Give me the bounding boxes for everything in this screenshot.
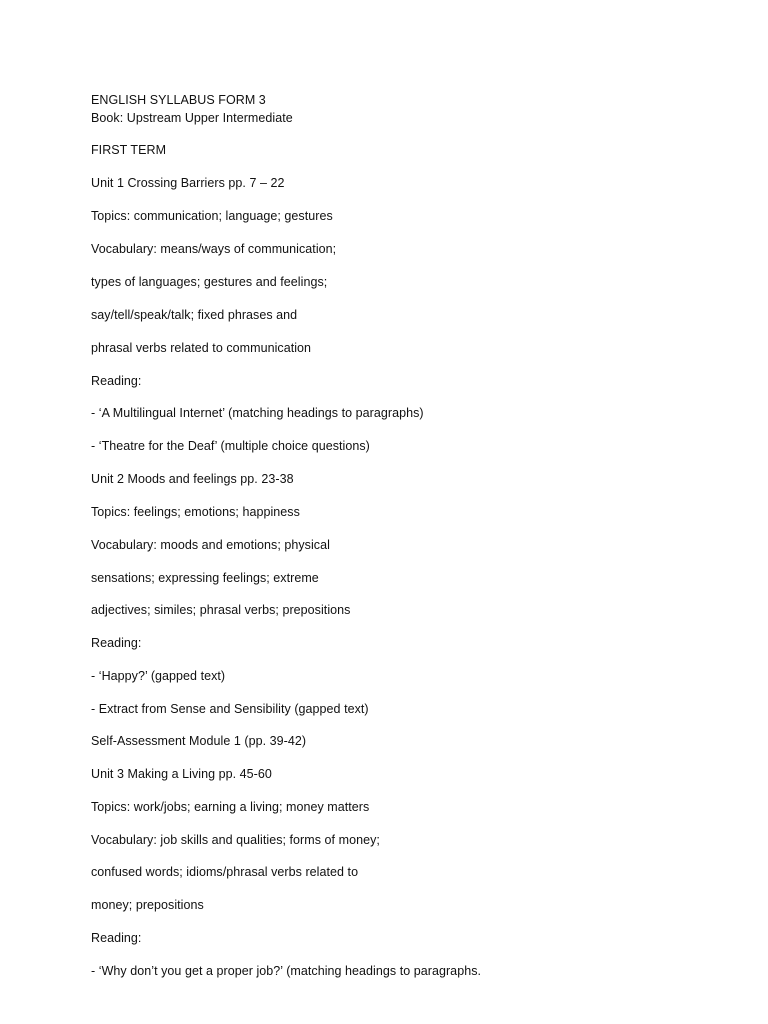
unit-3-reading-item: - ‘Why don’t you get a proper job?’ (matching headings to paragraphs. <box>91 964 482 978</box>
unit-3-reading-label: Reading: <box>91 931 142 945</box>
unit-1-topics: Topics: communication; language; gestures <box>91 209 333 223</box>
unit-1-vocabulary-line: say/tell/speak/talk; fixed phrases and <box>91 308 298 322</box>
unit-1-vocabulary-line: types of languages; gestures and feelings; <box>91 275 328 289</box>
unit-2-vocabulary-line: adjectives; similes; phrasal verbs; prepositions <box>91 603 351 617</box>
unit-3-heading: Unit 3 Making a Living pp. 45-60 <box>91 767 272 781</box>
unit-2-topics: Topics: feelings; emotions; happiness <box>91 505 300 519</box>
unit-2-reading-label: Reading: <box>91 636 142 650</box>
self-assessment-module: Self-Assessment Module 1 (pp. 39-42) <box>91 734 307 748</box>
unit-2-reading-item: - Extract from Sense and Sensibility (gapped text) <box>91 702 369 716</box>
unit-3-topics: Topics: work/jobs; earning a living; money matters <box>91 800 370 814</box>
unit-3-vocabulary-line: confused words; idioms/phrasal verbs related to <box>91 865 359 879</box>
unit-1-vocabulary-line: phrasal verbs related to communication <box>91 341 312 355</box>
unit-1-reading-label: Reading: <box>91 374 142 388</box>
unit-1-reading-item: - ‘A Multilingual Internet’ (matching headings to paragraphs) <box>91 406 424 420</box>
unit-1-reading-item: - ‘Theatre for the Deaf’ (multiple choice questions) <box>91 439 370 453</box>
unit-2-vocabulary: Vocabulary: moods and emotions; physical <box>91 538 330 552</box>
syllabus-title: ENGLISH SYLLABUS FORM 3 <box>91 93 266 107</box>
unit-1-vocabulary: Vocabulary: means/ways of communication; <box>91 242 337 256</box>
unit-3-vocabulary: Vocabulary: job skills and qualities; forms of money; <box>91 833 380 847</box>
unit-2-reading-item: - ‘Happy?’ (gapped text) <box>91 669 226 683</box>
unit-2-heading: Unit 2 Moods and feelings pp. 23-38 <box>91 472 294 486</box>
book-title: Book: Upstream Upper Intermediate <box>91 111 293 125</box>
unit-1-heading: Unit 1 Crossing Barriers pp. 7 – 22 <box>91 176 285 190</box>
unit-2-vocabulary-line: sensations; expressing feelings; extreme <box>91 571 319 585</box>
term-heading: FIRST TERM <box>91 143 167 157</box>
unit-3-vocabulary-line: money; prepositions <box>91 898 204 912</box>
